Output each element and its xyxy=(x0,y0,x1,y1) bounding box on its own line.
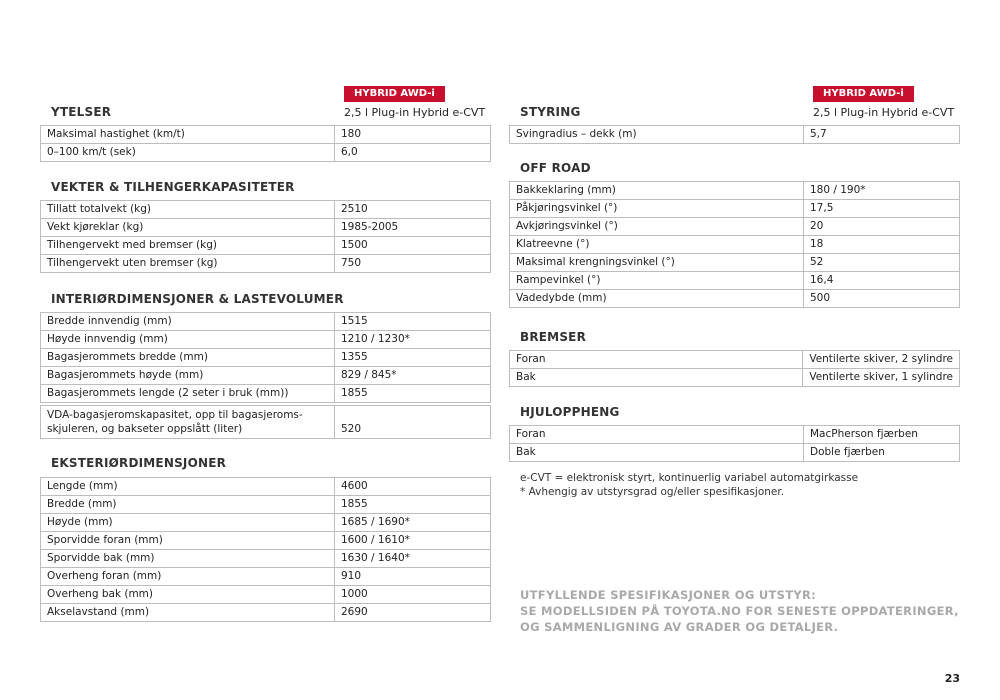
spec-label: Tillatt totalvekt (kg) xyxy=(41,201,335,219)
table-bremser xyxy=(509,350,960,387)
spec-value: 750 xyxy=(335,255,491,273)
spec-value: 1355 xyxy=(335,349,491,367)
table-ytelser xyxy=(40,125,491,162)
table-row xyxy=(510,290,960,308)
spec-label: Bredde innvendig (mm) xyxy=(41,313,335,331)
table-row xyxy=(41,604,491,622)
table-row xyxy=(41,532,491,550)
spec-label: Rampevinkel (°) xyxy=(510,272,804,290)
more-info-line-3: OG SAMMENLIGNING AV GRADER OG DETALJER. xyxy=(520,620,839,634)
spec-value: 6,0 xyxy=(335,144,491,162)
table-exterior xyxy=(40,477,491,622)
footnote-asterisk: * Avhengig av utstyrsgrad og/eller spesifikasjoner. xyxy=(520,486,785,498)
table-offroad xyxy=(509,181,960,308)
table-interior-vda xyxy=(40,405,491,439)
table-row xyxy=(41,219,491,237)
spec-label: Foran xyxy=(510,351,803,369)
table-row xyxy=(41,406,491,439)
spec-value: 1855 xyxy=(335,385,491,403)
table-row xyxy=(41,496,491,514)
spec-value: 1210 / 1230* xyxy=(335,331,491,349)
table-row xyxy=(41,367,491,385)
section-title-vekter: VEKTER & TILHENGERKAPASITETER xyxy=(51,180,295,194)
spec-label: Klatreevne (°) xyxy=(510,236,804,254)
spec-label: Bak xyxy=(510,444,804,462)
spec-label: Bagasjerommets bredde (mm) xyxy=(41,349,335,367)
spec-label: Tilhengervekt med bremser (kg) xyxy=(41,237,335,255)
spec-label: Overheng foran (mm) xyxy=(41,568,335,586)
table-row xyxy=(41,237,491,255)
spec-value: Doble fjærben xyxy=(804,444,960,462)
table-vekter xyxy=(40,200,491,273)
table-row xyxy=(41,255,491,273)
table-row xyxy=(510,126,960,144)
spec-label: Vekt kjøreklar (kg) xyxy=(41,219,335,237)
spec-value: 1515 xyxy=(335,313,491,331)
spec-value: 5,7 xyxy=(804,126,960,144)
table-row xyxy=(510,351,960,369)
table-row xyxy=(41,514,491,532)
table-row xyxy=(41,568,491,586)
spec-value: 18 xyxy=(804,236,960,254)
table-hjuloppheng xyxy=(509,425,960,462)
table-row xyxy=(510,236,960,254)
table-styring xyxy=(509,125,960,144)
section-title-bremser: BREMSER xyxy=(520,330,587,344)
spec-value: 910 xyxy=(335,568,491,586)
spec-label: Påkjøringsvinkel (°) xyxy=(510,200,804,218)
spec-value: 4600 xyxy=(335,478,491,496)
table-row xyxy=(41,144,491,162)
table-row xyxy=(510,182,960,200)
table-interior xyxy=(40,312,491,403)
table-row xyxy=(41,586,491,604)
page-number: 23 xyxy=(944,672,960,685)
table-row xyxy=(510,218,960,236)
spec-value: 2690 xyxy=(335,604,491,622)
spec-value: 52 xyxy=(804,254,960,272)
section-title-ytelser: YTELSER xyxy=(51,105,112,119)
spec-value: 180 xyxy=(335,126,491,144)
section-title-hjuloppheng: HJULOPPHENG xyxy=(520,405,620,419)
spec-label: Høyde innvendig (mm) xyxy=(41,331,335,349)
table-row xyxy=(41,550,491,568)
spec-label: Sporvidde bak (mm) xyxy=(41,550,335,568)
spec-value: 1500 xyxy=(335,237,491,255)
table-row xyxy=(510,369,960,387)
table-row xyxy=(510,426,960,444)
section-title-exterior: EKSTERIØRDIMENSJONER xyxy=(51,456,227,470)
spec-label: Bagasjerommets lengde (2 seter i bruk (mm)) xyxy=(41,385,335,403)
table-row xyxy=(41,126,491,144)
section-title-offroad: OFF ROAD xyxy=(520,161,591,175)
spec-value: MacPherson fjærben xyxy=(804,426,960,444)
table-row xyxy=(510,444,960,462)
spec-label: Svingradius – dekk (m) xyxy=(510,126,804,144)
spec-value: 500 xyxy=(804,290,960,308)
spec-value: 1630 / 1640* xyxy=(335,550,491,568)
section-title-interior: INTERIØRDIMENSJONER & LASTEVOLUMER xyxy=(51,292,344,306)
spec-label: Tilhengervekt uten bremser (kg) xyxy=(41,255,335,273)
spec-value: 20 xyxy=(804,218,960,236)
hybrid-badge-left: HYBRID AWD-i xyxy=(344,86,445,102)
spec-value: 1985-2005 xyxy=(335,219,491,237)
spec-label: Lengde (mm) xyxy=(41,478,335,496)
vda-label: VDA-bagasjeromskapasitet, opp til bagasjeroms-skjuleren, og bakseter oppslått (liter) xyxy=(41,406,335,439)
spec-value: 1855 xyxy=(335,496,491,514)
table-row xyxy=(41,313,491,331)
spec-label: Avkjøringsvinkel (°) xyxy=(510,218,804,236)
spec-label: Maksimal krengningsvinkel (°) xyxy=(510,254,804,272)
spec-value: 2510 xyxy=(335,201,491,219)
table-row xyxy=(41,478,491,496)
spec-label: Akselavstand (mm) xyxy=(41,604,335,622)
spec-value: 16,4 xyxy=(804,272,960,290)
spec-label: 0–100 km/t (sek) xyxy=(41,144,335,162)
spec-label: Høyde (mm) xyxy=(41,514,335,532)
spec-value: Ventilerte skiver, 2 sylindre xyxy=(803,351,960,369)
table-row xyxy=(510,272,960,290)
vda-value: 520 xyxy=(335,406,491,439)
spec-value: 1685 / 1690* xyxy=(335,514,491,532)
section-title-styring: STYRING xyxy=(520,105,581,119)
table-row xyxy=(510,200,960,218)
spec-label: Bak xyxy=(510,369,803,387)
spec-label: Maksimal hastighet (km/t) xyxy=(41,126,335,144)
more-info-line-2: SE MODELLSIDEN PÅ TOYOTA.NO FOR SENESTE OPPDATERINGER, xyxy=(520,604,959,618)
spec-value: 17,5 xyxy=(804,200,960,218)
table-row xyxy=(41,349,491,367)
spec-value: 1600 / 1610* xyxy=(335,532,491,550)
spec-label: Foran xyxy=(510,426,804,444)
table-row xyxy=(41,201,491,219)
spec-value: 1000 xyxy=(335,586,491,604)
spec-value: 180 / 190* xyxy=(804,182,960,200)
table-row xyxy=(41,385,491,403)
table-row xyxy=(510,254,960,272)
spec-label: Bredde (mm) xyxy=(41,496,335,514)
engine-label-left: 2,5 l Plug-in Hybrid e-CVT xyxy=(344,106,486,119)
spec-label: Bagasjerommets høyde (mm) xyxy=(41,367,335,385)
spec-label: Bakkeklaring (mm) xyxy=(510,182,804,200)
spec-label: Sporvidde foran (mm) xyxy=(41,532,335,550)
table-row xyxy=(41,331,491,349)
engine-label-right: 2,5 l Plug-in Hybrid e-CVT xyxy=(813,106,955,119)
spec-label: Overheng bak (mm) xyxy=(41,586,335,604)
spec-value: 829 / 845* xyxy=(335,367,491,385)
footnote-ecvt: e-CVT = elektronisk styrt, kontinuerlig variabel automatgirkasse xyxy=(520,472,859,484)
spec-label: Vadedybde (mm) xyxy=(510,290,804,308)
hybrid-badge-right: HYBRID AWD-i xyxy=(813,86,914,102)
spec-value: Ventilerte skiver, 1 sylindre xyxy=(803,369,960,387)
more-info-line-1: UTFYLLENDE SPESIFIKASJONER OG UTSTYR: xyxy=(520,588,817,602)
